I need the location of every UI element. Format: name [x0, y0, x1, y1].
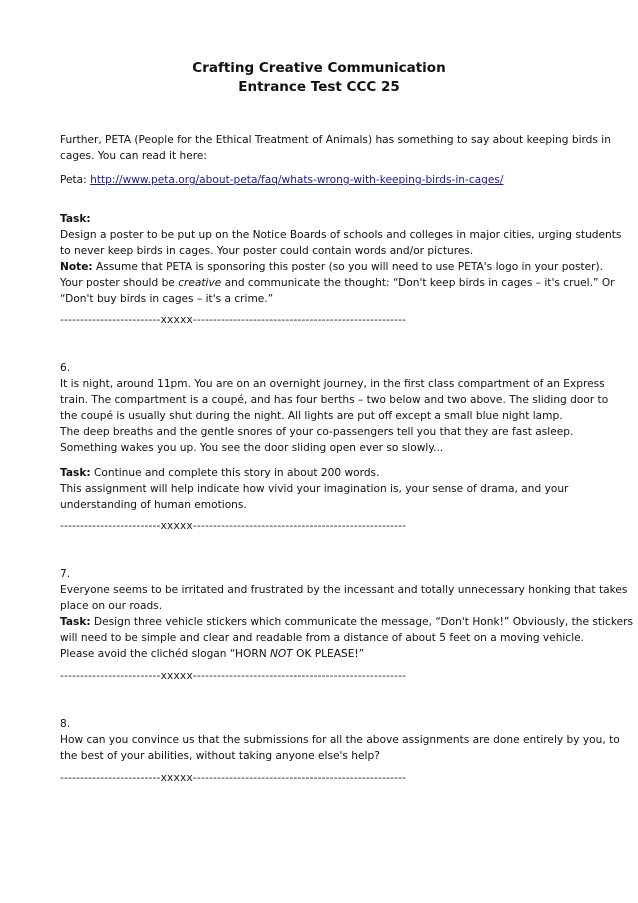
task-line-4-a: Your poster should be	[60, 277, 179, 289]
intro-line-2: cages. You can read it here:	[60, 150, 207, 162]
task-line-2: to never keep birds in cages. Your poster could contain words and/or pictures.	[60, 245, 474, 257]
q6-after-line: understanding of human emotions.	[60, 499, 247, 511]
task-line-4-b: and communicate the thought: “Don't keep birds in cages – it's cruel.” Or	[221, 277, 615, 289]
peta-label: Peta:	[60, 174, 91, 186]
q7-line-5-a: Please avoid the clichéd slogan “HORN	[60, 648, 270, 660]
peta-link[interactable]: http://www.peta.org/about-peta/faq/whats-wrong-with-keeping-birds-in-cages/	[90, 174, 504, 186]
separator: -------------------------xxxxx-----------------------------------------------------	[60, 670, 407, 682]
q6-task	[60, 465, 585, 481]
task-heading: Task:	[60, 213, 91, 225]
intro-line-1: Further, PETA (People for the Ethical Treatment of Animals) has something to say about keeping birds in	[60, 134, 611, 146]
q6-task-text: Continue and complete this story in about 200 words.	[90, 467, 380, 479]
q8-line: How can you convince us that the submissions for all the above assignments are done entirely by you, to	[60, 734, 620, 746]
note-text: Assume that PETA is sponsoring this poster (so you will need to use PETA's logo in your poster).	[92, 261, 604, 273]
separator: -------------------------xxxxx-----------------------------------------------------	[60, 520, 407, 532]
q7-line-5-b: OK PLEASE!”	[292, 648, 365, 660]
creative-emphasis: creative	[178, 277, 222, 289]
q6-line: Something wakes you up. You see the door sliding open ever so slowly...	[60, 442, 444, 454]
q8-line: the best of your abilities, without taking anyone else's help?	[60, 750, 380, 762]
q7-line: Everyone seems to be irritated and frustrated by the incessant and totally unnecessary honking that takes	[60, 584, 628, 596]
document-subtitle: Entrance Test CCC 25	[238, 79, 400, 95]
task-line-5: “Don't buy birds in cages – it's a crime.”	[60, 293, 274, 305]
separator: -------------------------xxxxx-----------------------------------------------------	[60, 314, 407, 326]
q7-task	[60, 614, 633, 630]
note-label: Note:	[60, 261, 93, 273]
q6-line: the coupé is usually shut during the night. All lights are put off except a small blue night lamp.	[60, 410, 563, 422]
task-line-1: Design a poster to be put up on the Notice Boards of schools and colleges in major cities, urging students	[60, 229, 622, 241]
q7-task-text: Design three vehicle stickers which communicate the message, “Don't Honk!” Obviously, the stickers	[90, 616, 633, 628]
q7-task-label: Task:	[60, 616, 91, 628]
q6-line: It is night, around 11pm. You are on an overnight journey, in the first class compartment of an Express	[60, 378, 605, 390]
document-title: Crafting Creative Communication	[192, 60, 446, 76]
q6-number: 6.	[60, 362, 71, 374]
q7-line: place on our roads.	[60, 600, 163, 612]
separator: -------------------------xxxxx-----------------------------------------------------	[60, 772, 407, 784]
task-line-4	[60, 275, 615, 291]
peta-link-line	[60, 172, 585, 188]
q7-line: will need to be simple and clear and readable from a distance of about 5 feet on a moving vehicle.	[60, 632, 585, 644]
q7-number: 7.	[60, 568, 71, 580]
q6-line: The deep breaths and the gentle snores of your co-passengers tell you that they are fast asleep.	[60, 426, 574, 438]
q6-task-label: Task:	[60, 467, 91, 479]
q8-number: 8.	[60, 718, 71, 730]
not-emphasis: NOT	[270, 648, 293, 660]
note-line	[60, 259, 604, 275]
q6-after-line: This assignment will help indicate how vivid your imagination is, your sense of drama, and your	[60, 483, 569, 495]
q7-line-5	[60, 646, 585, 662]
q6-line: train. The compartment is a coupé, and has four berths – two below and two above. The sliding door to	[60, 394, 609, 406]
